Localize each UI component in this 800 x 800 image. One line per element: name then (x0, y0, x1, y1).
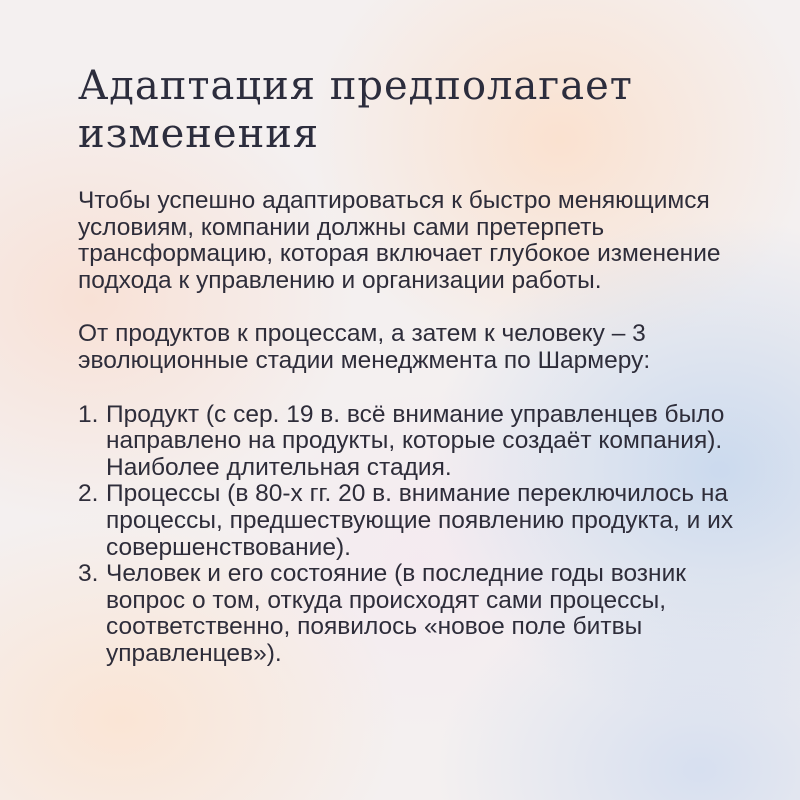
list-item-text: Процессы (в 80-х гг. 20 в. внимание переключилось на процессы, предшествующие появлению продукта, и их совершенствование). (106, 480, 734, 561)
list-item-product (78, 402, 768, 482)
stages-lead-paragraph: От продуктов к процессам, а затем к человеку – 3 эволюционные стадии менеджмента по Шармеру: (78, 320, 651, 374)
page-title: Адаптация предполагает изменения (78, 63, 633, 157)
list-item-number: 2. (78, 480, 99, 508)
intro-paragraph: Чтобы успешно адаптироваться к быстро меняющимся условиям, компании должны сами претерпеть трансформацию, которая включает глубокое изменение подхода к управлению и организации работы. (78, 187, 721, 294)
document-content (78, 62, 768, 668)
list-item-text: Человек и его состояние (в последние годы возник вопрос о том, откуда происходят сами процессы, соответственно, появилось «новое поле битвы управленцев»). (106, 560, 686, 667)
list-item-number: 3. (78, 560, 99, 588)
list-item-text: Продукт (с сер. 19 в. всё внимание управленцев было направлено на продукты, которые создаёт компания). Наиболее длительная стадия. (106, 400, 725, 481)
list-item-person (78, 561, 768, 667)
stages-list (78, 402, 768, 668)
list-item-processes (78, 481, 768, 561)
list-item-number: 1. (78, 400, 99, 428)
